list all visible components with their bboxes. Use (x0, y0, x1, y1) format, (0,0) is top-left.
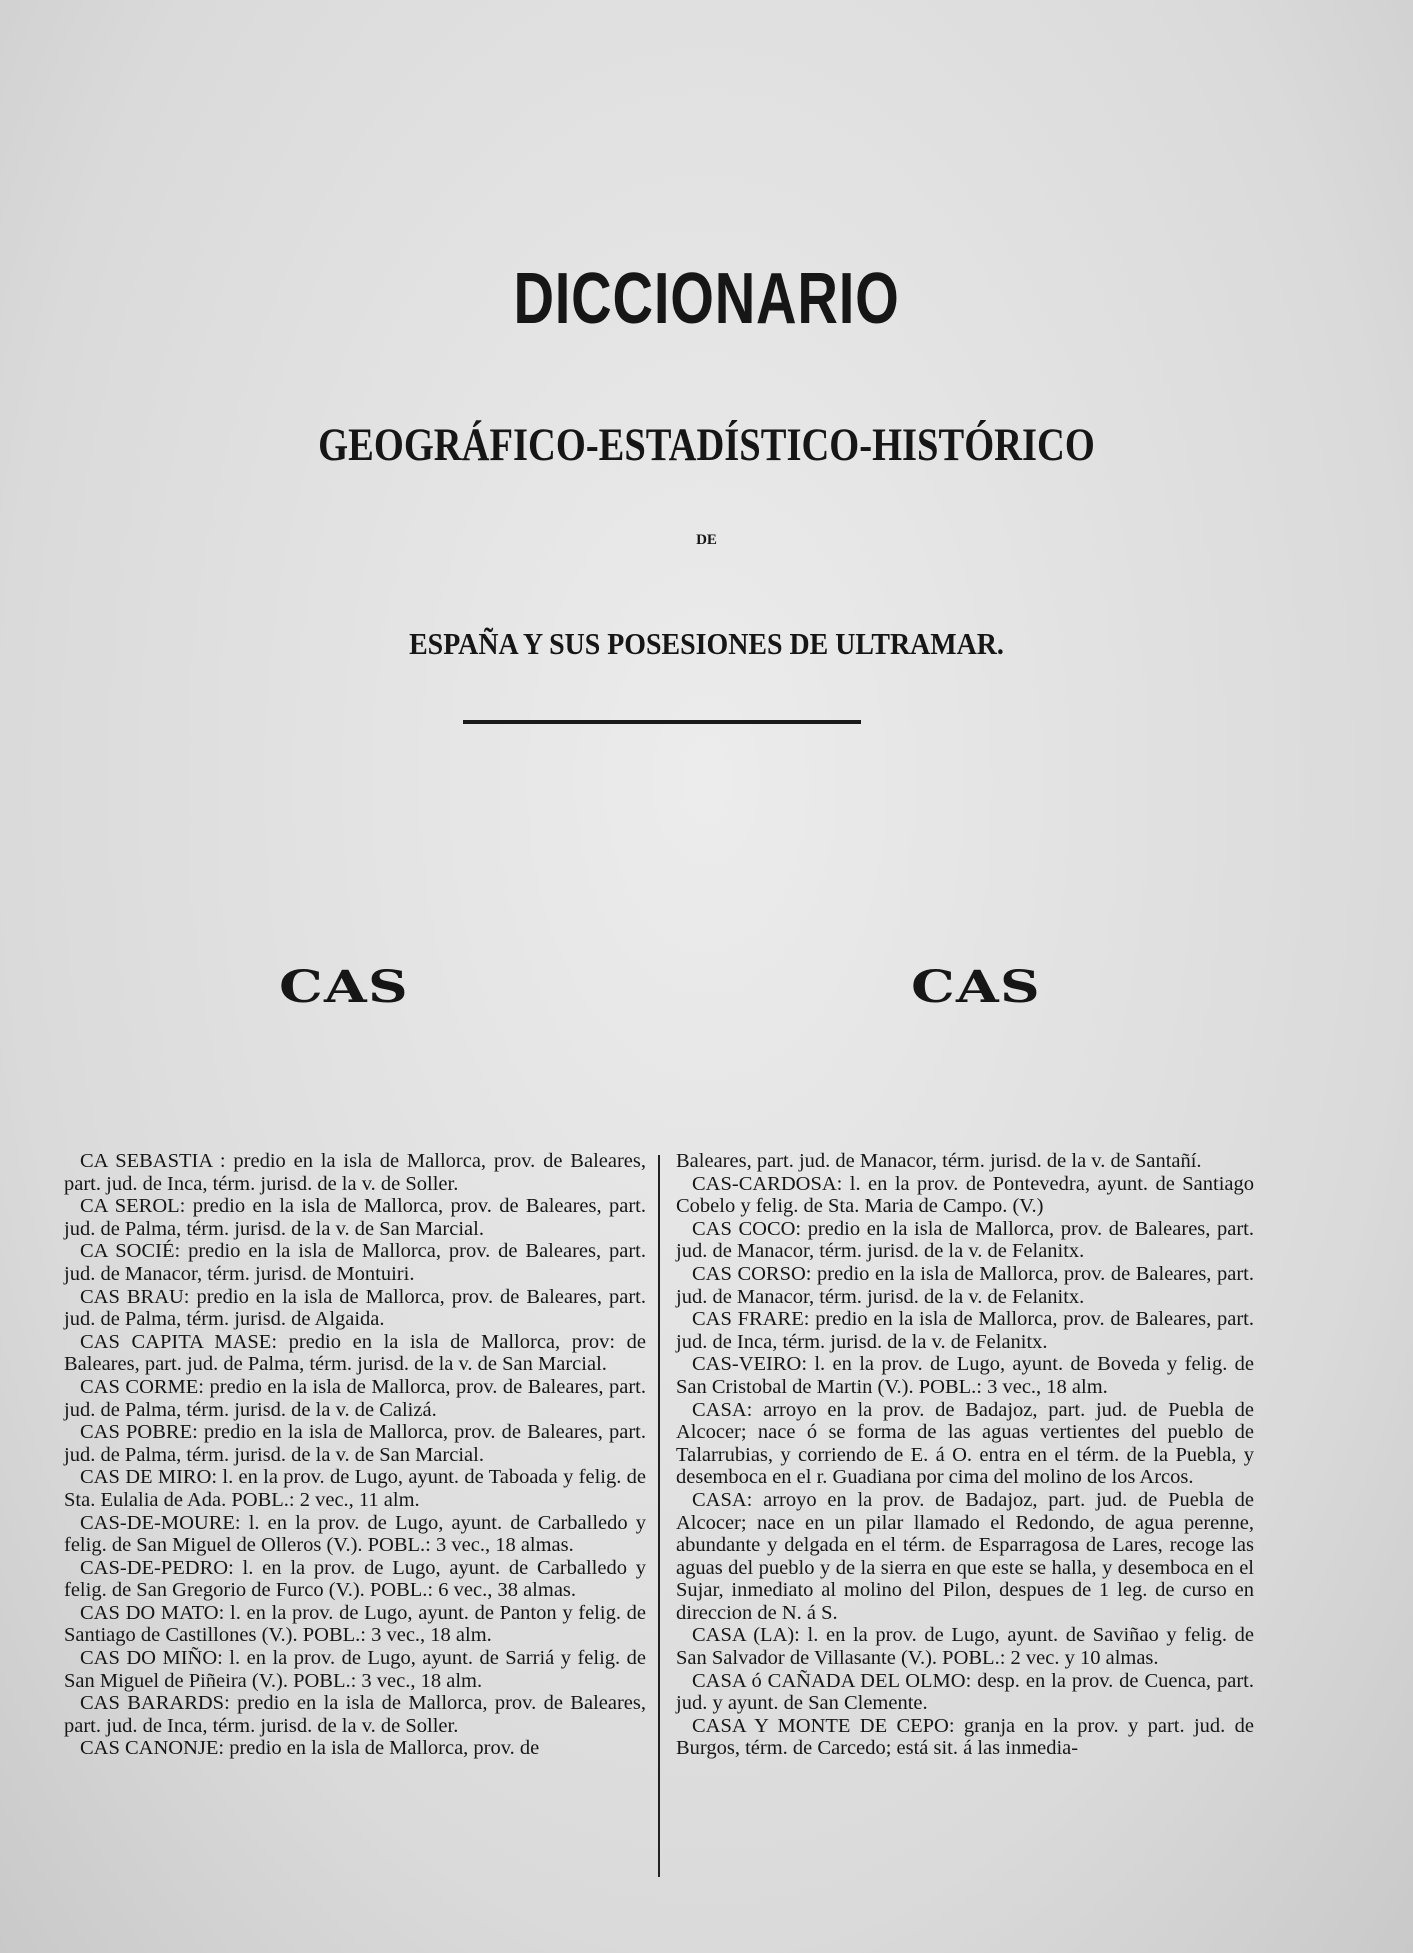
dictionary-entry: CAS DE MIRO: l. en la prov. de Lugo, ayunt. de Taboada y felig. de Sta. Eulalia de Ada. POBL.: 2 vec., 11 alm. (64, 1466, 646, 1511)
connector-word: DE (696, 532, 717, 548)
dictionary-entry: CA SEROL: predio en la isla de Mallorca, prov. de Baleares, part. jud. de Palma, térm. jurisd. de la v. de San Marcial. (64, 1195, 646, 1240)
right-column-head: CAS (911, 962, 1041, 1013)
dictionary-entry: CAS-CARDOSA: l. en la prov. de Pontevedra, ayunt. de Santiago Cobelo y felig. de Sta. Maria de Campo. (V.) (676, 1172, 1254, 1218)
dictionary-entry: CASA ó CAÑADA DEL OLMO: desp. en la prov. de Cuenca, part. jud. y ayunt. de San Clemente. (676, 1669, 1254, 1715)
dictionary-entry: CAS FRARE: predio en la isla de Mallorca, prov. de Baleares, part. jud. de Inca, térm. jurisd. de la v. de Felanitx. (676, 1308, 1254, 1353)
bleed-through-text (70, 70, 660, 1070)
column-divider (658, 1155, 660, 1877)
dictionary-entry: CAS COCO: predio en la isla de Mallorca, prov. de Baleares, part. jud. de Manacor, térm. jurisd. de la v. de Felanitx. (676, 1217, 1254, 1263)
page-title: DICCIONARIO (513, 259, 900, 339)
page-subtitle: GEOGRÁFICO-ESTADÍSTICO-HISTÓRICO (318, 419, 1095, 471)
dictionary-entry: CAS DO MIÑO: l. en la prov. de Lugo, ayunt. de Sarriá y felig. de San Miguel de Piñeira (V.). POBL.: 3 vec., 18 alm. (64, 1647, 646, 1692)
region-title: ESPAÑA Y SUS POSESIONES DE ULTRAMAR. (409, 626, 1004, 661)
left-column-head: CAS (279, 962, 409, 1013)
dictionary-entry: CASA Y MONTE DE CEPO: granja en la prov. y part. jud. de Burgos, térm. de Carcedo; está sit. á las inmedia- (676, 1714, 1254, 1760)
dictionary-entry: CAS-DE-MOURE: l. en la prov. de Lugo, ayunt. de Carballedo y felig. de San Miguel de Olleros (V.). POBL.: 3 vec., 18 almas. (64, 1511, 646, 1557)
dictionary-entry: CASA (LA): l. en la prov. de Lugo, ayunt. de Saviñao y felig. de San Salvador de Villasante (V.). POBL.: 2 vec. y 10 almas. (676, 1624, 1254, 1670)
dictionary-entry: CA SEBASTIA : predio en la isla de Mallorca, prov. de Baleares, part. jud. de Inca, térm. jurisd. de la v. de Soller. (64, 1150, 646, 1195)
dictionary-entry: CASA: arroyo en la prov. de Badajoz, part. jud. de Puebla de Alcocer; nace en un pilar llamado el Redondo, de agua perenne, abundante y delgada en el térm. de Esparragosa de Lares, recoge las aguas del pueblo y de la sierra en que este se halla, y desemboca en el Sujar, inmediato al molino del Pilon, despues de 1 leg. de curso en direccion de N. á S. (676, 1488, 1254, 1624)
dictionary-entry: CAS BARARDS: predio en la isla de Mallorca, prov. de Baleares, part. jud. de Inca, térm. jurisd. de la v. de Soller. (64, 1692, 646, 1737)
dictionary-entry: CAS CORSO: predio en la isla de Mallorca, prov. de Baleares, part. jud. de Manacor, térm. jurisd. de la v. de Felanitx. (676, 1262, 1254, 1308)
dictionary-entry: CAS CAPITA MASE: predio en la isla de Mallorca, prov: de Baleares, part. jud. de Palma, térm. jurisd. de la v. de San Marcial. (64, 1330, 646, 1376)
right-column (676, 1150, 1254, 1760)
dictionary-entry: CAS-VEIRO: l. en la prov. de Lugo, ayunt. de Boveda y felig. de San Cristobal de Martin (V.). POBL.: 3 vec., 18 alm. (676, 1353, 1254, 1398)
dictionary-entry: CASA: arroyo en la prov. de Badajoz, part. jud. de Puebla de Alcocer; nace ó se forma de las aguas vertientes del pueblo de Talarrubias, y corriendo de E. á O. entra en el térm. de la Puebla, y desemboca en el r. Guadiana por cima del molino de los Arcos. (676, 1398, 1254, 1489)
dictionary-entry-continuation: Baleares, part. jud. de Manacor, térm. jurisd. de la v. de Santañí. (676, 1150, 1202, 1172)
dictionary-entry: CAS-DE-PEDRO: l. en la prov. de Lugo, ayunt. de Carballedo y felig. de San Gregorio de Furco (V.). POBL.: 6 vec., 38 almas. (64, 1556, 646, 1602)
dictionary-entry: CAS BRAU: predio en la isla de Mallorca, prov. de Baleares, part. jud. de Palma, térm. jurisd. de Algaida. (64, 1285, 646, 1331)
title-divider (463, 720, 861, 724)
dictionary-entry: CAS CORME: predio en la isla de Mallorca, prov. de Baleares, part. jud. de Palma, térm. jurisd. de la v. de Calizá. (64, 1375, 646, 1421)
dictionary-entry: CAS POBRE: predio en la isla de Mallorca, prov. de Baleares, part. jud. de Palma, térm. jurisd. de la v. de San Marcial. (64, 1421, 646, 1466)
dictionary-entry: CAS DO MATO: l. en la prov. de Lugo, ayunt. de Panton y felig. de Santiago de Castillones (V.). POBL.: 3 vec., 18 alm. (64, 1601, 646, 1647)
left-column (64, 1150, 646, 1760)
dictionary-entry: CAS CANONJE: predio en la isla de Mallorca, prov. de (80, 1737, 540, 1760)
dictionary-entry: CA SOCIÉ: predio en la isla de Mallorca, prov. de Baleares, part. jud. de Manacor, térm. jurisd. de Montuiri. (64, 1240, 646, 1285)
